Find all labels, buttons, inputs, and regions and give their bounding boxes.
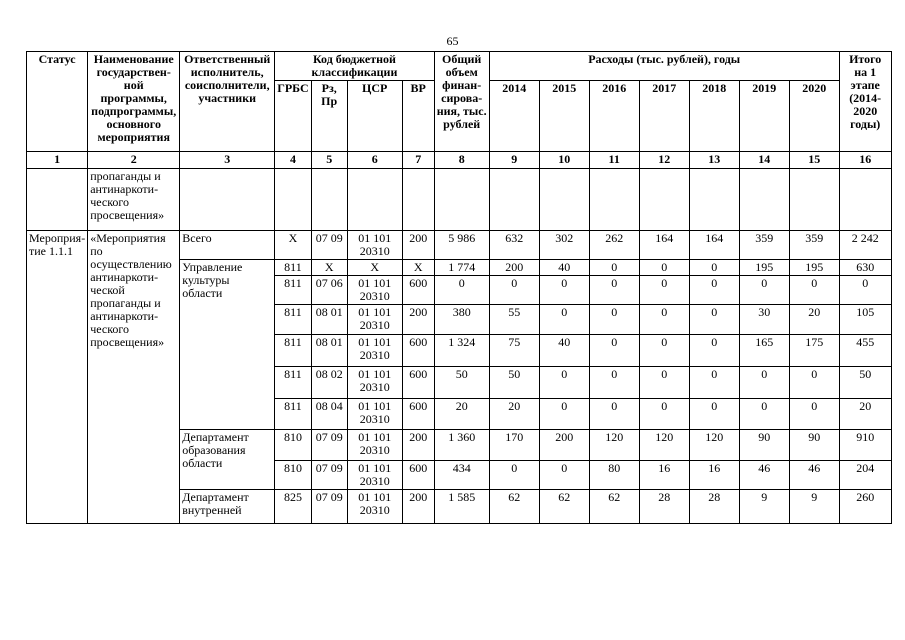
cell-vr: 600: [402, 461, 434, 490]
cell-grbs: 811: [275, 305, 311, 335]
cell-rz: 08 04: [311, 399, 347, 430]
cell-rz: 07 09: [311, 430, 347, 461]
cell-stage: 910: [839, 430, 891, 461]
cell-rz: 07 06: [311, 276, 347, 305]
cell-year: 164: [689, 231, 739, 260]
header-rz-pr: Рз, Пр: [311, 81, 347, 152]
column-number: 11: [589, 152, 639, 169]
executor-internal: Департамент внутренней: [180, 490, 275, 524]
cell-year: 0: [789, 399, 839, 430]
header-status: Статус: [27, 52, 88, 152]
cell-year: 0: [789, 367, 839, 399]
cell-rz: 08 01: [311, 305, 347, 335]
cell-year: 164: [639, 231, 689, 260]
cell-year: 0: [539, 276, 589, 305]
cell-grbs: 811: [275, 335, 311, 367]
cell-grbs: 811: [275, 260, 311, 276]
column-number: 13: [689, 152, 739, 169]
continuation-name: пропаганды и антинаркоти-ческого просвещения»: [88, 169, 180, 231]
cell-csr: 01 101 20310: [347, 305, 402, 335]
column-number: 14: [739, 152, 789, 169]
cell-csr: 01 101 20310: [347, 430, 402, 461]
cell-year: 0: [489, 276, 539, 305]
cell-year: 0: [589, 399, 639, 430]
column-number: 6: [347, 152, 402, 169]
measure-name: «Мероприятия по осуществлению антинаркоти-ческой пропаганды и антинаркоти-ческого просвещения»: [88, 231, 180, 524]
cell-year: 0: [639, 276, 689, 305]
cell-csr: 01 101 20310: [347, 367, 402, 399]
cell-stage: 20: [839, 399, 891, 430]
cell-stage: 630: [839, 260, 891, 276]
cell-grbs: 811: [275, 399, 311, 430]
cell-total: 434: [434, 461, 489, 490]
cell-year: 632: [489, 231, 539, 260]
cell-year: 62: [489, 490, 539, 524]
cell-year: 0: [739, 367, 789, 399]
cell-total: 1 774: [434, 260, 489, 276]
column-number: 8: [434, 152, 489, 169]
cell-csr: 01 101 20310: [347, 231, 402, 260]
continuation-row: [27, 169, 892, 231]
cell-vr: 600: [402, 276, 434, 305]
cell-csr: 01 101 20310: [347, 399, 402, 430]
cell-year: 28: [639, 490, 689, 524]
cell-year: 55: [489, 305, 539, 335]
cell-year: 80: [589, 461, 639, 490]
cell-year: 62: [539, 490, 589, 524]
table-row: [27, 231, 892, 260]
cell-year: 20: [489, 399, 539, 430]
cell-year: 40: [539, 260, 589, 276]
header-expenses: Расходы (тыс. рублей), годы: [489, 52, 839, 81]
cell-year: 20: [789, 305, 839, 335]
cell-year: 200: [539, 430, 589, 461]
cell-total: 1 324: [434, 335, 489, 367]
cell-year: 0: [639, 399, 689, 430]
cell-year: 195: [789, 260, 839, 276]
cell-year: 9: [789, 490, 839, 524]
cell-grbs: 811: [275, 276, 311, 305]
header-year: 2014: [489, 81, 539, 152]
cell-total: 20: [434, 399, 489, 430]
header-budget-code: Код бюджетной классификации: [275, 52, 434, 81]
cell-stage: 204: [839, 461, 891, 490]
cell-stage: 105: [839, 305, 891, 335]
cell-year: 75: [489, 335, 539, 367]
column-number: 10: [539, 152, 589, 169]
cell-vr: 200: [402, 305, 434, 335]
cell-csr: X: [347, 260, 402, 276]
column-number: 5: [311, 152, 347, 169]
cell-vr: 600: [402, 367, 434, 399]
cell-rz: 08 02: [311, 367, 347, 399]
cell-year: 0: [489, 461, 539, 490]
cell-total: 0: [434, 276, 489, 305]
cell-vr: 600: [402, 335, 434, 367]
header-year: 2016: [589, 81, 639, 152]
cell-total: 1 360: [434, 430, 489, 461]
measure-status: Мероприя-тие 1.1.1: [27, 231, 88, 524]
cell-stage: 0: [839, 276, 891, 305]
cell-year: 200: [489, 260, 539, 276]
column-number: 15: [789, 152, 839, 169]
header-stage-total: Итого на 1 этапе (2014-2020 годы): [839, 52, 891, 152]
cell-year: 90: [739, 430, 789, 461]
cell-rz: X: [311, 260, 347, 276]
column-numbers-row: [27, 152, 892, 169]
cell-year: 120: [589, 430, 639, 461]
cell-year: 0: [539, 367, 589, 399]
cell-year: 262: [589, 231, 639, 260]
header-year: 2017: [639, 81, 689, 152]
cell-vr: X: [402, 260, 434, 276]
cell-year: 0: [639, 335, 689, 367]
column-number: 3: [180, 152, 275, 169]
cell-year: 16: [689, 461, 739, 490]
column-number: 16: [839, 152, 891, 169]
cell-rz: 07 09: [311, 231, 347, 260]
cell-year: 0: [639, 260, 689, 276]
cell-year: 0: [689, 260, 739, 276]
cell-vr: 200: [402, 430, 434, 461]
cell-stage: 2 242: [839, 231, 891, 260]
cell-year: 46: [789, 461, 839, 490]
budget-table: [26, 51, 892, 524]
cell-year: 0: [589, 276, 639, 305]
cell-stage: 50: [839, 367, 891, 399]
cell-year: 302: [539, 231, 589, 260]
cell-year: 0: [539, 305, 589, 335]
cell-year: 170: [489, 430, 539, 461]
page-number: 65: [446, 34, 459, 48]
cell-csr: 01 101 20310: [347, 490, 402, 524]
cell-year: 0: [689, 367, 739, 399]
column-number: 1: [27, 152, 88, 169]
header-vr: ВР: [402, 81, 434, 152]
header-responsible: Ответственный исполнитель, соисполнители, участники: [180, 52, 275, 152]
cell-year: 0: [589, 305, 639, 335]
cell-year: 359: [739, 231, 789, 260]
cell-total: 50: [434, 367, 489, 399]
cell-grbs: X: [275, 231, 311, 260]
column-number: 4: [275, 152, 311, 169]
cell-stage: 260: [839, 490, 891, 524]
column-number: 2: [88, 152, 180, 169]
cell-rz: 08 01: [311, 335, 347, 367]
cell-year: 165: [739, 335, 789, 367]
cell-year: 46: [739, 461, 789, 490]
cell-vr: 200: [402, 231, 434, 260]
cell-year: 0: [689, 335, 739, 367]
cell-grbs: 825: [275, 490, 311, 524]
cell-total: 1 585: [434, 490, 489, 524]
cell-year: 120: [639, 430, 689, 461]
column-number: 9: [489, 152, 539, 169]
cell-year: 50: [489, 367, 539, 399]
cell-year: 0: [689, 276, 739, 305]
cell-rz: 07 09: [311, 490, 347, 524]
executor-culture: Управление культуры области: [180, 260, 275, 430]
cell-year: 16: [639, 461, 689, 490]
column-number: 7: [402, 152, 434, 169]
cell-year: 0: [589, 335, 639, 367]
header-year: 2015: [539, 81, 589, 152]
header-year: 2018: [689, 81, 739, 152]
cell-vr: 200: [402, 490, 434, 524]
executor-total: Всего: [180, 231, 275, 260]
cell-year: 0: [789, 276, 839, 305]
cell-year: 62: [589, 490, 639, 524]
cell-year: 175: [789, 335, 839, 367]
cell-grbs: 811: [275, 367, 311, 399]
cell-year: 0: [539, 461, 589, 490]
header-row: [27, 52, 892, 81]
header-csr: ЦСР: [347, 81, 402, 152]
cell-year: 120: [689, 430, 739, 461]
header-total-volume: Общий объем финан-сирова-ния, тыс. рублей: [434, 52, 489, 152]
cell-year: 0: [639, 305, 689, 335]
cell-year: 0: [639, 367, 689, 399]
executor-education: Департамент образования области: [180, 430, 275, 490]
cell-year: 30: [739, 305, 789, 335]
cell-total: 5 986: [434, 231, 489, 260]
cell-total: 380: [434, 305, 489, 335]
cell-year: 0: [589, 260, 639, 276]
cell-year: 9: [739, 490, 789, 524]
cell-year: 0: [739, 399, 789, 430]
cell-vr: 600: [402, 399, 434, 430]
cell-year: 28: [689, 490, 739, 524]
cell-csr: 01 101 20310: [347, 335, 402, 367]
cell-year: 0: [689, 399, 739, 430]
cell-year: 0: [589, 367, 639, 399]
cell-csr: 01 101 20310: [347, 461, 402, 490]
header-grbs: ГРБС: [275, 81, 311, 152]
cell-csr: 01 101 20310: [347, 276, 402, 305]
cell-year: 359: [789, 231, 839, 260]
cell-year: 0: [739, 276, 789, 305]
header-name: Наименование государствен-ной программы, подпрограммы, основного мероприятия: [88, 52, 180, 152]
cell-grbs: 810: [275, 430, 311, 461]
column-number: 12: [639, 152, 689, 169]
cell-year: 0: [539, 399, 589, 430]
cell-year: 195: [739, 260, 789, 276]
cell-rz: 07 09: [311, 461, 347, 490]
cell-year: 0: [689, 305, 739, 335]
cell-year: 90: [789, 430, 839, 461]
cell-grbs: 810: [275, 461, 311, 490]
header-year: 2019: [739, 81, 789, 152]
cell-stage: 455: [839, 335, 891, 367]
cell-year: 40: [539, 335, 589, 367]
header-year: 2020: [789, 81, 839, 152]
